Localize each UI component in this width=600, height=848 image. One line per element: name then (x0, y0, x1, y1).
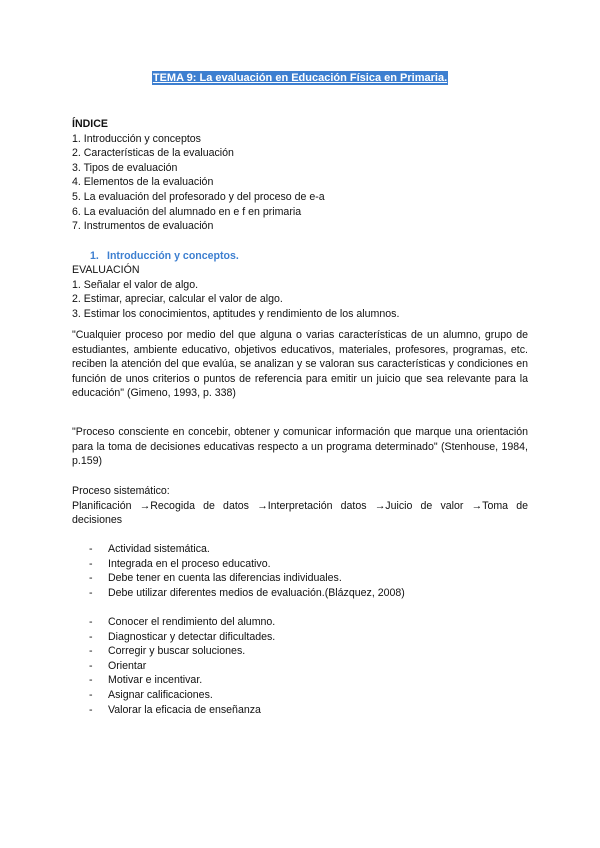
quote-stenhouse: "Proceso consciente en concebir, obtener y comunicar información que marque una orientación para la toma de decisiones educativas respecto a un programa determinado" (Stenhouse, 1984, p.159) (72, 426, 528, 468)
list-item (89, 615, 489, 630)
section-number: 1. (90, 250, 99, 262)
index-item: 1. Introducción y conceptos (72, 132, 201, 145)
index-item: 2. Características de la evaluación (72, 147, 234, 160)
evaluacion-section (72, 263, 528, 321)
evaluacion-label: EVALUACIÓN (72, 264, 140, 276)
list-item (89, 688, 489, 703)
list-item-text: Asignar calificaciones. (108, 688, 213, 701)
list-item-text: Conocer el rendimiento del alumno. (108, 616, 276, 628)
evaluacion-item: 1. Señalar el valor de algo. (72, 278, 199, 291)
index-item: 5. La evaluación del profesorado y del proceso de e-a (72, 190, 325, 203)
quote-gimeno: "Cualquier proceso por medio del que alguna o varias características de un alumno, grupo de estudiantes, ambiente educativo, objetivos educativos, materiales, profesores, programas, etc. reciben la atención del que evalúa, se analizan y se valoran sus características y condiciones en función de unos criterios o puntos de referencia para emitir un juicio que sea relevante para la educación" (Gimeno, 1993, p. 338) (72, 329, 528, 400)
bullet-dash: - (89, 703, 93, 716)
list-item-text: Debe utilizar diferentes medios de evaluación.(Blázquez, 2008) (108, 586, 405, 599)
list-item-text: Debe tener en cuenta las diferencias individuales. (108, 572, 342, 585)
list-item (89, 571, 489, 586)
index-heading: ÍNDICE (72, 118, 108, 130)
section-title: Introducción y conceptos. (107, 250, 239, 262)
section-heading (90, 249, 239, 264)
list-item (89, 703, 489, 718)
proceso-label: Proceso sistemático: (72, 485, 170, 497)
index-item: 6. La evaluación del alumnado en e f en primaria (72, 205, 302, 218)
list-item-text: Valorar la eficacia de enseñanza (108, 703, 261, 716)
list-item-text: Integrada en el proceso educativo. (108, 557, 271, 570)
bullet-list-characteristics (89, 542, 489, 600)
list-item (89, 673, 489, 688)
bullet-dash: - (89, 645, 93, 658)
list-item-text: Corregir y buscar soluciones. (108, 645, 246, 658)
list-item-text: Orientar (108, 659, 147, 672)
bullet-dash: - (89, 586, 93, 599)
title-wrap (0, 71, 600, 86)
index-item: 4. Elementos de la evaluación (72, 176, 214, 189)
list-item (89, 659, 489, 674)
list-item-text: Motivar e incentivar. (108, 674, 203, 687)
bullet-dash: - (89, 543, 93, 555)
list-item (89, 630, 489, 645)
proceso-steps: Planificación →Recogida de datos →Interpretación datos →Juicio de valor →Toma de decisiones (72, 499, 528, 527)
index-item: 7. Instrumentos de evaluación (72, 220, 214, 233)
list-item (89, 586, 489, 601)
bullet-dash: - (89, 557, 93, 570)
list-item-text: Diagnosticar y detectar dificultades. (108, 630, 276, 643)
bullet-dash: - (89, 688, 93, 701)
list-item (89, 557, 489, 572)
document-title: TEMA 9: La evaluación en Educación Física en Primaria. (152, 72, 448, 84)
evaluacion-item: 2. Estimar, apreciar, calcular el valor de algo. (72, 293, 283, 306)
list-item (89, 644, 489, 659)
bullet-dash: - (89, 630, 93, 643)
bullet-dash: - (89, 659, 93, 672)
bullet-list-functions (89, 615, 489, 717)
index-item: 3. Tipos de evaluación (72, 161, 178, 174)
list-item (89, 542, 489, 557)
proceso-section (72, 484, 528, 528)
evaluacion-item: 3. Estimar los conocimientos, aptitudes y rendimiento de los alumnos. (72, 307, 400, 320)
list-item-text: Actividad sistemática. (108, 543, 210, 555)
bullet-dash: - (89, 616, 93, 628)
bullet-dash: - (89, 674, 93, 687)
bullet-dash: - (89, 572, 93, 585)
index-section (72, 117, 528, 234)
